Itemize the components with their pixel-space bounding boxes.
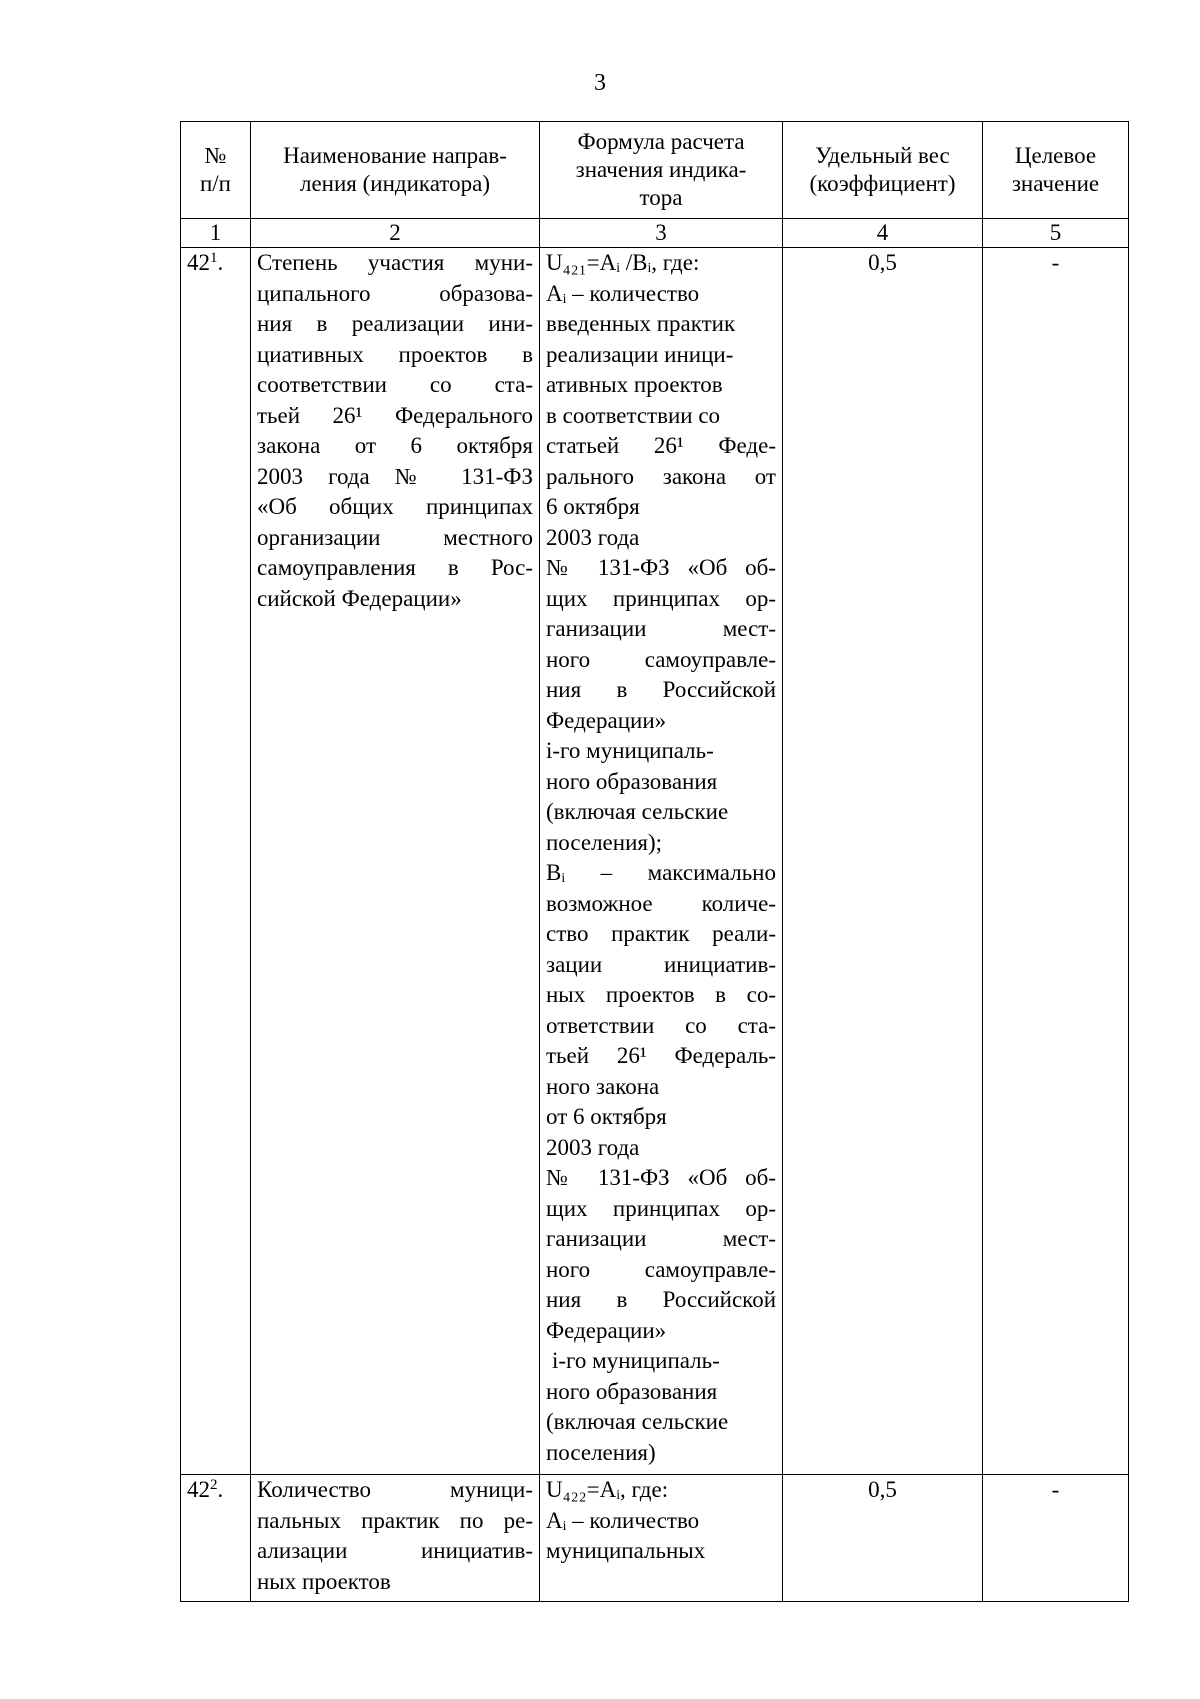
text-line: от 6 октября <box>546 1104 667 1129</box>
text-line: рального закона от <box>546 463 776 489</box>
text-line: ципального образова- <box>257 280 533 306</box>
text-line: ных проектов в со- <box>546 982 776 1007</box>
text-line: зации инициатив- <box>546 951 776 977</box>
text-line: 2003 года № 131-ФЗ <box>257 463 533 489</box>
text-line: «Об общих принципах <box>257 494 533 519</box>
text-line: поселения); <box>546 829 663 855</box>
row-number-main: 42 <box>187 250 210 275</box>
column-number: 2 <box>251 219 540 248</box>
text-line: 2003 года <box>546 1134 640 1160</box>
table-row <box>181 248 1129 1475</box>
text-line: пальных практик по ре- <box>257 1507 533 1533</box>
text-line: № 131-ФЗ «Об об- <box>546 555 776 580</box>
column-number: 3 <box>540 219 783 248</box>
row-number-suffix: . <box>217 250 224 275</box>
text-line: 2003 года <box>546 524 640 550</box>
indicator-target: - <box>983 248 1129 1475</box>
text-line: Федерации» <box>546 1317 667 1343</box>
text-line: тьей 26¹ Федераль- <box>546 1043 776 1068</box>
text-line: ных проектов <box>257 1568 391 1594</box>
text-line: (включая сельские <box>546 799 729 824</box>
text-line: Степень участия муни- <box>257 250 533 275</box>
header-text: Удельный вес <box>815 143 950 168</box>
text-line: циативных проектов в <box>257 341 533 367</box>
text-line: ганизации мест- <box>546 616 776 641</box>
indicator-target: - <box>983 1475 1129 1602</box>
text-line: организации местного <box>257 524 533 550</box>
row-number-sup: 1 <box>210 250 218 266</box>
text-line: ответствии со ста- <box>546 1012 776 1038</box>
text-line: сийской Федерации» <box>257 585 462 611</box>
header-formula <box>540 122 783 219</box>
text-line: i-го муниципаль- <box>546 738 714 763</box>
text-line: щих принципах ор- <box>546 585 776 611</box>
text-line: ство практик реали- <box>546 921 776 946</box>
row-number-suffix: . <box>217 1477 224 1502</box>
header-text: Целевое <box>1014 143 1097 168</box>
header-target <box>983 122 1129 219</box>
column-number-row <box>181 219 1129 248</box>
text-line: ганизации мест- <box>546 1226 776 1251</box>
text-line: ния в реализации ини- <box>257 311 533 336</box>
row-number-sup: 2 <box>210 1477 218 1493</box>
indicator-weight: 0,5 <box>783 1475 983 1602</box>
text-line: ного закона <box>546 1073 660 1099</box>
text-line: Федерации» <box>546 707 667 733</box>
text-line: № 131-ФЗ «Об об- <box>546 1165 776 1190</box>
text-line: ния в Российской <box>546 677 776 702</box>
text-line: ализации инициатив- <box>257 1538 533 1563</box>
text-line: Aᵢ – количество <box>546 1507 700 1533</box>
column-number: 4 <box>783 219 983 248</box>
text-line: введенных практик <box>546 311 736 336</box>
indicator-name <box>251 1475 540 1602</box>
text-line: в соответствии со <box>546 402 721 428</box>
header-text: Наименование направ- <box>283 143 507 168</box>
row-number <box>181 248 251 1475</box>
text-line: ного образования <box>546 1378 718 1404</box>
indicator-formula <box>540 1475 783 1602</box>
header-row <box>181 122 1129 219</box>
header-text: Формула расчета <box>577 129 745 154</box>
header-text: значение <box>1011 171 1100 196</box>
row-number-main: 42 <box>187 1477 210 1502</box>
indicator-weight: 0,5 <box>783 248 983 1475</box>
text-line: U₄₂₁=Aᵢ /Bᵢ, где: <box>546 250 700 275</box>
table-row <box>181 1475 1129 1602</box>
text-line: Bᵢ – максимально <box>546 860 776 885</box>
header-name <box>251 122 540 219</box>
text-line: щих принципах ор- <box>546 1195 776 1221</box>
indicator-name <box>251 248 540 1475</box>
header-text: значения индика- <box>575 157 747 182</box>
text-line: ного образования <box>546 768 718 794</box>
text-line: закона от 6 октября <box>257 433 533 458</box>
column-number: 5 <box>983 219 1129 248</box>
text-line: ного самоуправле- <box>546 1256 776 1282</box>
text-line: возможное количе- <box>546 890 776 916</box>
text-line: тьей 26¹ Федерального <box>257 402 533 428</box>
text-line: U₄₂₂=Aᵢ, где: <box>546 1477 669 1502</box>
indicator-formula <box>540 248 783 1475</box>
page-number: 3 <box>594 70 606 96</box>
text-line: ного самоуправле- <box>546 646 776 672</box>
text-line: статьей 26¹ Феде- <box>546 433 776 458</box>
text-line: Aᵢ – количество <box>546 280 700 306</box>
header-weight <box>783 122 983 219</box>
row-number <box>181 1475 251 1602</box>
header-text: тора <box>639 185 683 210</box>
header-text: (коэффициент) <box>809 171 956 196</box>
text-line: i-го муниципаль- <box>552 1348 720 1373</box>
header-text: п/п <box>199 171 231 196</box>
text-line: ния в Российской <box>546 1287 776 1312</box>
text-line: реализации иници- <box>546 341 734 367</box>
column-number: 1 <box>181 219 251 248</box>
text-line: 6 октября <box>546 494 640 519</box>
text-line: муниципальных <box>546 1538 706 1563</box>
text-line: ативных проектов <box>546 372 723 397</box>
text-line: соответствии со ста- <box>257 372 533 397</box>
header-text: ления (индикатора) <box>300 171 490 196</box>
text-line: Количество муници- <box>257 1477 533 1502</box>
indicator-table <box>180 121 1129 1602</box>
text-line: поселения) <box>546 1439 656 1465</box>
text-line: самоуправления в Рос- <box>257 555 533 580</box>
header-text: № <box>204 143 227 168</box>
text-line: (включая сельские <box>546 1409 729 1434</box>
header-number <box>181 122 251 219</box>
